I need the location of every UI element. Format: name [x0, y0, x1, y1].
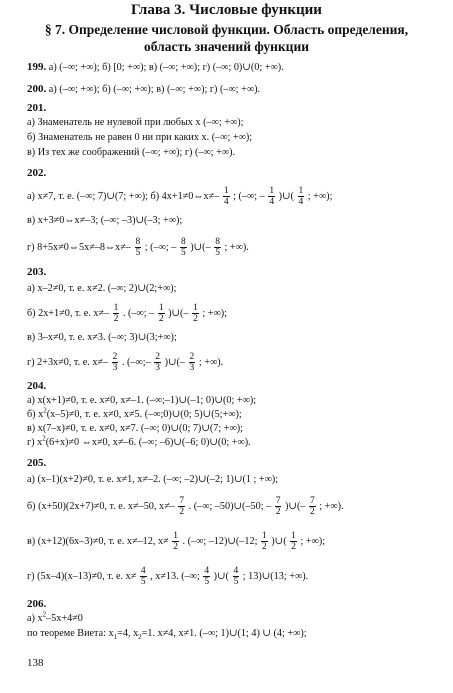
chapter-title: Глава 3. Числовые функции	[131, 2, 322, 18]
problem-number: 202.	[27, 167, 47, 179]
problem-number: 205.	[27, 457, 47, 469]
numerator: 2	[155, 352, 161, 362]
fraction	[172, 531, 179, 552]
text-run: ; +∞);	[307, 190, 333, 202]
fraction	[180, 237, 187, 258]
text-run: ; 13)∪(13; +∞).	[242, 570, 309, 582]
denominator: 5	[233, 577, 239, 587]
answer-line: в) Из тех же соображений (–∞; +∞); г) (–∞; +∞).	[27, 147, 236, 158]
exponent: 2	[42, 434, 46, 443]
text-run: , x≠13. (–∞;	[150, 570, 200, 582]
numerator: 2	[189, 352, 195, 362]
section-title-line-2: область значений функции	[144, 39, 309, 54]
text-run: (x–5)≠0, т. е. x≠0, x≠5. (–∞;0)∪(0; 5)∪(5;+∞);	[46, 409, 242, 420]
text-run: ; (–∞; –	[233, 190, 265, 202]
text-run: )∪(	[213, 570, 229, 582]
numerator: 1	[269, 186, 275, 196]
denominator: 2	[173, 542, 178, 552]
denominator: 2	[113, 314, 119, 324]
text-run: г) x	[27, 437, 43, 448]
denominator: 5	[140, 577, 146, 587]
problem-answer: а) (–∞; +∞); б) (–∞; +∞); в) (–∞; +∞); г) (–∞; +∞).	[48, 84, 261, 95]
numerator: 2	[112, 352, 118, 362]
numerator: 4	[233, 566, 239, 576]
answer-line	[27, 303, 227, 324]
denominator: 5	[135, 248, 141, 258]
answer-line: б) Знаменатель не равен 0 ни при каких х. (–∞; +∞);	[27, 132, 253, 143]
text-run: –5x+4≠0	[46, 613, 83, 624]
text-run: . (–∞;–	[121, 356, 151, 368]
text-run: )∪(–	[190, 241, 211, 253]
denominator: 2	[193, 314, 198, 324]
fraction	[178, 496, 185, 517]
text-run: =1. x≠4, x≠1. (–∞; 1)∪(1; 4) ∪ (4; +∞);	[141, 628, 307, 639]
numerator: 7	[179, 496, 185, 506]
numerator: 7	[275, 496, 281, 506]
denominator: 2	[158, 314, 164, 324]
numerator: 1	[291, 531, 296, 541]
text-run: г) 8+5x≠0⇔5x≠–8⇔x≠–	[27, 241, 131, 253]
text-run: г) (5x–4)(x–13)≠0, т. е. x≠	[27, 570, 137, 582]
text-run: )∪(–	[168, 307, 189, 319]
denominator: 2	[179, 507, 185, 517]
text-run: )∪(–	[285, 500, 306, 512]
answer-line	[27, 352, 223, 373]
answer-line: а) x–2≠0, т. е. x≠2. (–∞; 2)∪(2;+∞);	[27, 283, 177, 294]
text-run: =4, x	[117, 628, 139, 639]
numerator: 1	[298, 186, 304, 196]
text-run: . (–∞; –12)∪(–12;	[182, 535, 258, 547]
page-number: 138	[27, 657, 44, 669]
denominator: 5	[215, 248, 220, 258]
denominator: 3	[155, 363, 161, 373]
fraction	[140, 566, 147, 587]
problem-199	[27, 61, 284, 74]
numerator: 8	[135, 237, 141, 247]
numerator: 1	[158, 303, 164, 313]
answer-line	[27, 566, 308, 587]
fraction	[290, 531, 297, 552]
numerator: 1	[261, 531, 267, 541]
numerator: 4	[204, 566, 210, 576]
denominator: 3	[189, 363, 195, 373]
answer-line	[27, 237, 249, 258]
fraction	[112, 352, 119, 373]
text-run: б) 2x+1≠0, т. е. x≠–	[27, 307, 110, 319]
fraction	[192, 303, 199, 324]
denominator: 2	[261, 542, 267, 552]
numerator: 1	[193, 303, 198, 313]
answer-line	[27, 531, 325, 552]
numerator: 7	[310, 496, 315, 506]
problem-number: 204.	[27, 380, 47, 392]
text-run: б) x	[27, 409, 44, 420]
numerator: 1	[223, 186, 229, 196]
exponent: 2	[42, 610, 47, 619]
fraction	[158, 303, 165, 324]
problem-200	[27, 83, 260, 96]
numerator: 8	[180, 237, 186, 247]
text-run: б) (x+50)(2x+7)≠0, т. е. x≠–50, x≠–	[27, 500, 175, 512]
text-run: ; +∞);	[202, 307, 227, 319]
denominator: 5	[180, 248, 186, 258]
fraction	[135, 237, 142, 258]
fraction	[275, 496, 282, 517]
answer-line	[27, 628, 307, 640]
fraction	[154, 352, 161, 373]
problem-number: 201.	[27, 102, 47, 114]
text-run: в) (x+12)(6x–3)≠0, т. е. x≠–12, x≠	[27, 535, 169, 547]
problem-number: 206.	[27, 598, 47, 610]
text-run: )∪(	[278, 190, 294, 202]
subscript: 2	[138, 633, 142, 642]
text-run: )∪(	[271, 535, 287, 547]
text-run: . (–∞; –	[122, 307, 155, 319]
fraction	[298, 186, 305, 207]
text-run: г) 2+3x≠0, т. е. x≠–	[27, 356, 109, 368]
section-title	[0, 21, 453, 55]
fraction	[203, 566, 210, 587]
numerator: 1	[173, 531, 178, 541]
answer-line: в) 3–x≠0, т. е. x≠3. (–∞; 3)∪(3;+∞);	[27, 332, 177, 343]
fraction	[268, 186, 275, 207]
problem-number: 203.	[27, 266, 47, 278]
text-run: по теореме Виета: x	[27, 628, 114, 639]
text-run: . (–∞; –50)∪(–50; –	[188, 500, 272, 512]
denominator: 4	[223, 197, 229, 207]
problem-number: 199.	[27, 61, 47, 73]
text-run: ; +∞);	[300, 535, 326, 547]
denominator: 5	[204, 577, 210, 587]
exponent: 2	[43, 406, 47, 415]
answer-line: а) Знаменатель не нулевой при любых х (–∞; +∞);	[27, 117, 244, 128]
subscript: 1	[113, 633, 118, 642]
denominator: 2	[275, 507, 281, 517]
answer-line: в) x+3≠0⇔x≠–3; (–∞; –3)∪(–3; +∞);	[27, 215, 183, 226]
text-run: а) x	[27, 613, 43, 624]
denominator: 3	[112, 363, 118, 373]
answer-line	[27, 186, 332, 207]
problem-answer: а) (–∞; +∞); б) [0; +∞); в) (–∞; +∞); г) (–∞; 0)∪(0; +∞).	[48, 62, 284, 73]
answer-line: в) x(7–x)≠0, т. е. x≠0, x≠7. (–∞; 0)∪(0; 7)∪(7; +∞);	[27, 423, 243, 434]
text-run: )∪(–	[164, 356, 185, 368]
numerator: 4	[140, 566, 146, 576]
denominator: 2	[310, 507, 315, 517]
text-run: ; +∞).	[198, 356, 224, 368]
fraction	[189, 352, 196, 373]
fraction	[113, 303, 120, 324]
section-title-line-1: § 7. Определение числовой функции. Область определения,	[44, 22, 409, 37]
text-run: (6+x)≠0 ⇔x≠0, x≠–6. (–∞; –6)∪(–6; 0)∪(0; +∞).	[45, 437, 251, 448]
fraction	[309, 496, 316, 517]
answer-line: а) x(x+1)≠0, т. е. x≠0, x≠–1. (–∞;–1)∪(–1; 0)∪(0; +∞);	[27, 395, 257, 406]
text-run: ; +∞).	[224, 241, 249, 253]
answer-line	[27, 406, 242, 421]
answer-line	[27, 496, 344, 517]
text-run: а) x≠7, т. е. (–∞; 7)∪(7; +∞); б) 4x+1≠0⇔x≠–	[27, 190, 220, 202]
problem-number: 200.	[27, 83, 47, 95]
answer-line	[27, 610, 83, 625]
numerator: 8	[215, 237, 220, 247]
fraction	[261, 531, 268, 552]
denominator: 4	[269, 197, 275, 207]
denominator: 2	[291, 542, 296, 552]
text-run: ; +∞).	[319, 500, 344, 512]
fraction	[214, 237, 221, 258]
fraction	[233, 566, 240, 587]
numerator: 1	[113, 303, 119, 313]
denominator: 4	[298, 197, 304, 207]
text-run: ; (–∞; –	[144, 241, 177, 253]
answer-line: а) (x–1)(x+2)≠0, т. е. x≠1, x≠–2. (–∞; –2)∪(–2; 1)∪(1 ; +∞);	[27, 474, 279, 485]
fraction	[223, 186, 230, 207]
answer-line	[27, 434, 251, 449]
